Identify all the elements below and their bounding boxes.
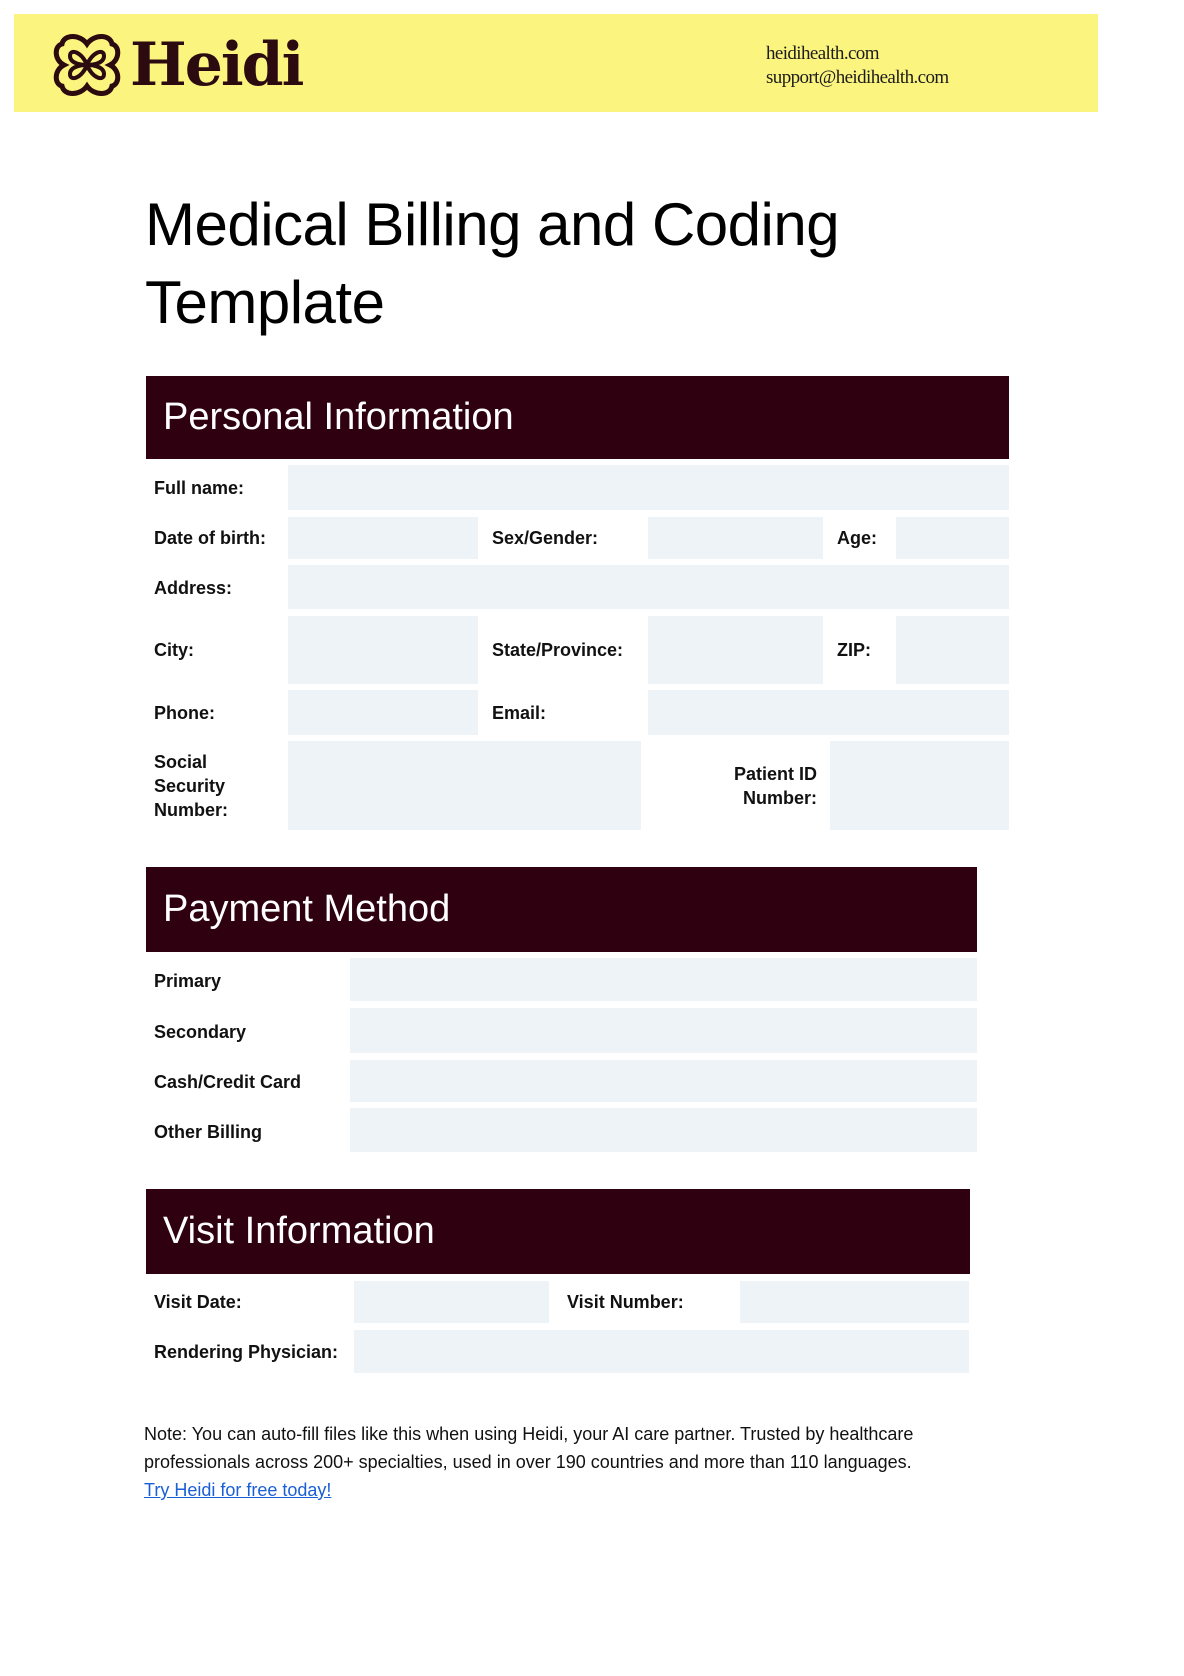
patient-id-label-line-1: Patient ID — [733, 764, 817, 784]
footer-note-text: Note: You can auto-fill files like this when using Heidi, your AI care partner. Trusted by healthcare professionals across 200+ specialties, used in over 190 countries and more than 110 languages. — [144, 1424, 914, 1472]
state-province-field[interactable] — [648, 616, 823, 684]
label-state-province: State/Province: — [492, 640, 624, 660]
patient-id-label-line-2: Number: — [742, 788, 817, 808]
brand-name: Heidi — [130, 30, 303, 100]
section-header-visit-information — [146, 1189, 970, 1274]
section-header-personal-information — [146, 376, 1009, 459]
footer-note — [144, 1420, 1024, 1504]
page-title — [145, 186, 1045, 342]
date-of-birth-field[interactable] — [288, 517, 478, 559]
label-address: Address: — [154, 578, 233, 598]
full-name-field[interactable] — [288, 465, 1009, 510]
label-cash-credit-card: Cash/Credit Card — [154, 1072, 302, 1092]
label-visit-date: Visit Date: — [154, 1292, 242, 1312]
city-field[interactable] — [288, 616, 478, 684]
website-text: heidihealth.com — [766, 43, 879, 64]
label-city: City: — [154, 640, 194, 660]
ssn-label-line-1: Social — [154, 752, 208, 772]
zip-field[interactable] — [896, 616, 1009, 684]
label-social-security-number — [154, 750, 228, 822]
label-other-billing: Other Billing — [154, 1122, 262, 1142]
label-phone: Phone: — [154, 703, 215, 723]
section-header-payment-method — [146, 867, 977, 952]
rendering-physician-field[interactable] — [354, 1330, 969, 1373]
try-heidi-link[interactable]: Try Heidi for free today! — [144, 1480, 332, 1500]
other-billing-field[interactable] — [350, 1108, 977, 1152]
visit-number-field[interactable] — [740, 1281, 969, 1323]
header-banner — [14, 14, 1098, 112]
heidi-logo-icon — [52, 30, 122, 100]
label-email: Email: — [492, 703, 547, 723]
section-title: Personal Information — [163, 396, 514, 438]
age-field[interactable] — [896, 517, 1009, 559]
label-date-of-birth: Date of birth: — [154, 528, 266, 548]
label-full-name: Full name: — [154, 478, 245, 498]
ssn-label-line-3: Number: — [154, 800, 229, 820]
title-line-1: Medical Billing and Coding — [145, 191, 840, 258]
section-title: Payment Method — [163, 888, 451, 930]
ssn-label-line-2: Security — [154, 776, 226, 796]
phone-field[interactable] — [288, 690, 478, 735]
sex-gender-field[interactable] — [648, 517, 823, 559]
visit-date-field[interactable] — [354, 1281, 549, 1323]
email-field[interactable] — [648, 690, 1009, 735]
label-primary: Primary — [154, 971, 222, 991]
label-rendering-physician: Rendering Physician: — [154, 1342, 339, 1362]
contact-info — [766, 42, 949, 90]
label-age: Age: — [837, 528, 877, 548]
title-line-2: Template — [145, 269, 385, 336]
primary-payment-field[interactable] — [350, 958, 977, 1001]
address-field[interactable] — [288, 565, 1009, 609]
label-visit-number: Visit Number: — [567, 1292, 684, 1312]
cash-credit-card-field[interactable] — [350, 1060, 977, 1102]
brand-logo — [52, 30, 302, 100]
social-security-number-field[interactable] — [288, 741, 641, 830]
secondary-payment-field[interactable] — [350, 1008, 977, 1053]
label-patient-id-number — [700, 762, 817, 810]
patient-id-number-field[interactable] — [830, 741, 1009, 830]
support-email-text: support@heidihealth.com — [766, 67, 949, 88]
label-secondary: Secondary — [154, 1022, 247, 1042]
section-title: Visit Information — [163, 1210, 435, 1252]
label-zip: ZIP: — [837, 640, 871, 660]
label-sex-gender: Sex/Gender: — [492, 528, 599, 548]
